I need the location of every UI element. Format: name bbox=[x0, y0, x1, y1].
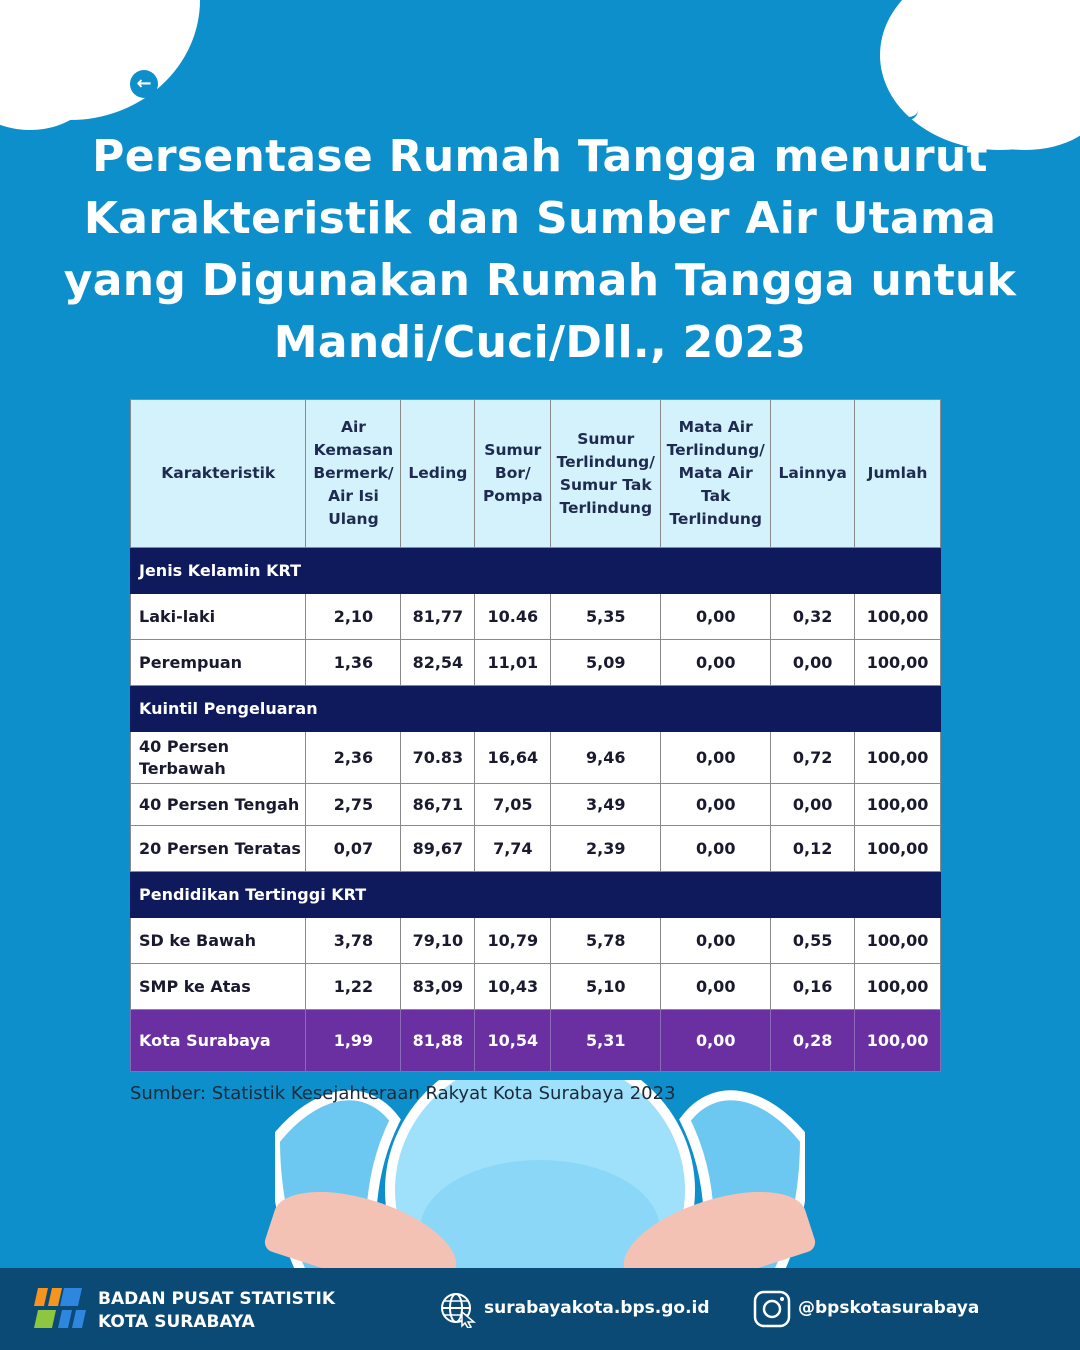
table-cell: 9,46 bbox=[551, 732, 661, 784]
table-cell: 0,00 bbox=[661, 784, 771, 826]
table-cell: 3,49 bbox=[551, 784, 661, 826]
org-line-1: BADAN PUSAT STATISTIK bbox=[98, 1289, 336, 1309]
table-cell: 0,28 bbox=[771, 1010, 855, 1072]
table-row bbox=[131, 918, 941, 964]
table-cell: 7,05 bbox=[475, 784, 551, 826]
table-cell: 89,67 bbox=[401, 826, 475, 872]
column-header: Jumlah bbox=[855, 400, 941, 548]
table-cell: 0,00 bbox=[661, 1010, 771, 1072]
table-row bbox=[131, 784, 941, 826]
table-header-row bbox=[131, 400, 941, 548]
source-note: Sumber: Statistik Kesejahteraan Rakyat Kota Surabaya 2023 bbox=[130, 1083, 676, 1104]
table-cell: 1,22 bbox=[306, 964, 401, 1010]
table-row bbox=[131, 732, 941, 784]
title-line: yang Digunakan Rumah Tangga untuk bbox=[63, 255, 1017, 306]
column-header: Lainnya bbox=[771, 400, 855, 548]
table-cell: 86,71 bbox=[401, 784, 475, 826]
table-cell: 100,00 bbox=[855, 1010, 941, 1072]
table-cell: 70.83 bbox=[401, 732, 475, 784]
table-cell: 5,78 bbox=[551, 918, 661, 964]
back-arrow-icon[interactable]: ← bbox=[130, 70, 158, 98]
table-cell: 0,12 bbox=[771, 826, 855, 872]
row-label: 40 Persen Tengah bbox=[131, 784, 306, 826]
table-cell: 3,78 bbox=[306, 918, 401, 964]
row-label: 40 Persen Terbawah bbox=[131, 732, 306, 784]
column-header: Leding bbox=[401, 400, 475, 548]
table-cell: 0,00 bbox=[771, 784, 855, 826]
column-header: Mata Air Terlindung/ Mata Air Tak Terlindung bbox=[661, 400, 771, 548]
section-title: Jenis Kelamin KRT bbox=[131, 548, 941, 594]
table-cell: 100,00 bbox=[855, 784, 941, 826]
table-row bbox=[131, 964, 941, 1010]
bps-logo-icon bbox=[34, 1284, 86, 1336]
table-row bbox=[131, 640, 941, 686]
table-cell: 0,00 bbox=[661, 964, 771, 1010]
table-cell: 79,10 bbox=[401, 918, 475, 964]
table-cell: 1,99 bbox=[306, 1010, 401, 1072]
table-cell: 100,00 bbox=[855, 918, 941, 964]
table-cell: 10,43 bbox=[475, 964, 551, 1010]
org-name bbox=[98, 1288, 335, 1334]
section-row bbox=[131, 686, 941, 732]
title-line: Karakteristik dan Sumber Air Utama bbox=[83, 193, 997, 244]
table-cell: 5,09 bbox=[551, 640, 661, 686]
table-cell: 0,00 bbox=[661, 732, 771, 784]
table-cell: 100,00 bbox=[855, 732, 941, 784]
table-cell: 11,01 bbox=[475, 640, 551, 686]
table-cell: 10,79 bbox=[475, 918, 551, 964]
table-cell: 100,00 bbox=[855, 964, 941, 1010]
column-header: Sumur Bor/ Pompa bbox=[475, 400, 551, 548]
row-label: Kota Surabaya bbox=[131, 1010, 306, 1072]
total-row bbox=[131, 1010, 941, 1072]
table-cell: 1,36 bbox=[306, 640, 401, 686]
table-cell: 0,55 bbox=[771, 918, 855, 964]
title-line: Mandi/Cuci/Dll., 2023 bbox=[273, 317, 807, 368]
table-cell: 0,32 bbox=[771, 594, 855, 640]
page-title bbox=[40, 126, 1040, 374]
instagram-icon bbox=[753, 1290, 791, 1328]
table-cell: 16,64 bbox=[475, 732, 551, 784]
org-line-2: KOTA SURABAYA bbox=[98, 1312, 255, 1332]
row-label: SD ke Bawah bbox=[131, 918, 306, 964]
section-title: Kuintil Pengeluaran bbox=[131, 686, 941, 732]
table-row bbox=[131, 826, 941, 872]
section-row bbox=[131, 548, 941, 594]
table-cell: 2,39 bbox=[551, 826, 661, 872]
table-cell: 81,88 bbox=[401, 1010, 475, 1072]
table-cell: 2,36 bbox=[306, 732, 401, 784]
table-cell: 7,74 bbox=[475, 826, 551, 872]
table-cell: 0,00 bbox=[661, 594, 771, 640]
website-link[interactable]: surabayakota.bps.go.id bbox=[484, 1298, 710, 1318]
table-cell: 10,54 bbox=[475, 1010, 551, 1072]
table-cell: 81,77 bbox=[401, 594, 475, 640]
row-label: Perempuan bbox=[131, 640, 306, 686]
table-cell: 5,35 bbox=[551, 594, 661, 640]
table-cell: 100,00 bbox=[855, 640, 941, 686]
column-header: Karakteristik bbox=[131, 400, 306, 548]
table-cell: 2,10 bbox=[306, 594, 401, 640]
table-cell: 100,00 bbox=[855, 826, 941, 872]
section-row bbox=[131, 872, 941, 918]
column-header: Air Kemasan Bermerk/ Air Isi Ulang bbox=[306, 400, 401, 548]
row-label: SMP ke Atas bbox=[131, 964, 306, 1010]
table-cell: 2,75 bbox=[306, 784, 401, 826]
table-cell: 100,00 bbox=[855, 594, 941, 640]
table-cell: 5,10 bbox=[551, 964, 661, 1010]
table-cell: 5,31 bbox=[551, 1010, 661, 1072]
table-cell: 0,00 bbox=[661, 826, 771, 872]
table-cell: 0,00 bbox=[661, 918, 771, 964]
title-line: Persentase Rumah Tangga menurut bbox=[92, 131, 988, 182]
table-cell: 82,54 bbox=[401, 640, 475, 686]
footer bbox=[0, 1268, 1080, 1350]
table-cell: 83,09 bbox=[401, 964, 475, 1010]
table-cell: 0,07 bbox=[306, 826, 401, 872]
section-title: Pendidikan Tertinggi KRT bbox=[131, 872, 941, 918]
table-cell: 0,00 bbox=[661, 640, 771, 686]
globe-cursor-icon bbox=[440, 1292, 476, 1328]
instagram-handle[interactable]: @bpskotasurabaya bbox=[798, 1298, 980, 1318]
table-cell: 10.46 bbox=[475, 594, 551, 640]
data-table bbox=[130, 399, 941, 1072]
row-label: Laki-laki bbox=[131, 594, 306, 640]
row-label: 20 Persen Teratas bbox=[131, 826, 306, 872]
table-cell: 0,00 bbox=[771, 640, 855, 686]
column-header: Sumur Terlindung/ Sumur Tak Terlindung bbox=[551, 400, 661, 548]
table-cell: 0,72 bbox=[771, 732, 855, 784]
table-cell: 0,16 bbox=[771, 964, 855, 1010]
table-row bbox=[131, 594, 941, 640]
